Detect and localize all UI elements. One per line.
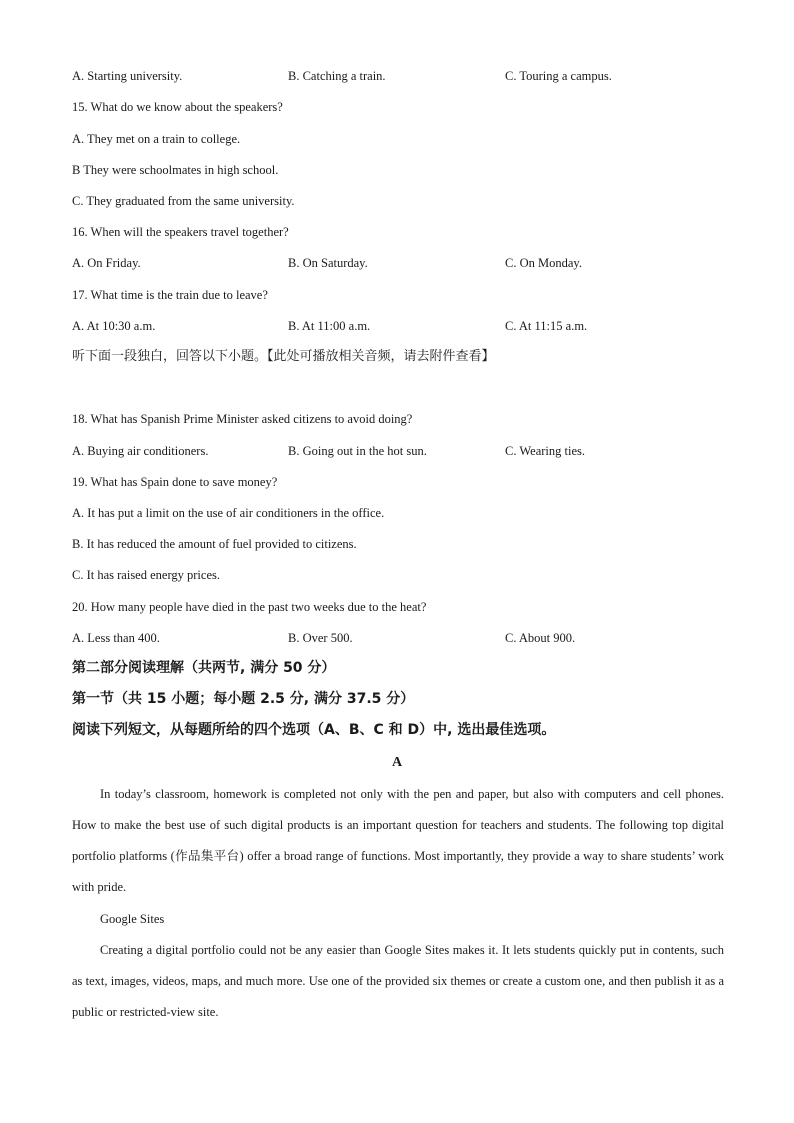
q19-option-a: A. It has put a limit on the use of air conditioners in the office. (72, 506, 385, 520)
q17-question: 17. What time is the train due to leave? (72, 288, 268, 302)
passage-heading: Google Sites (100, 912, 165, 926)
reading-instruction: 阅读下列短文，从每题所给的四个选项（A、B、C 和 D）中, 选出最佳选项。 (72, 722, 556, 738)
q18-options (72, 443, 722, 459)
monologue-instruction: 听下面一段独白，回答以下小题。【此处可播放相关音频，请去附件查看】 (72, 349, 495, 364)
q20-question: 20. How many people have died in the past two weeks due to the heat? (72, 600, 427, 614)
q16-option-b: B. On Saturday. (288, 256, 368, 270)
q18-option-b: B. Going out in the hot sun. (288, 444, 427, 458)
q15-option-b: B They were schoolmates in high school. (72, 163, 279, 177)
q14-option-c: C. Touring a campus. (505, 69, 612, 83)
q15-question: 15. What do we know about the speakers? (72, 100, 283, 114)
q20-options (72, 630, 722, 646)
q14-options (72, 68, 722, 84)
q17-option-b: B. At 11:00 a.m. (288, 319, 371, 333)
q20-option-b: B. Over 500. (288, 631, 353, 645)
section1-title: 第一节（共 15 小题；每小题 2.5 分, 满分 37.5 分） (72, 691, 415, 707)
q16-options (72, 255, 722, 271)
passage-paragraph-1-text: In today’s classroom, homework is completed not only with the pen and paper, but also with computers and cell phones. How to make the best use of such digital products is an important question for teachers and students. The following top digital portfolio platforms (作品集平台) offer a broad range of functions. Most importantly, they provide a way to share students’ work with pride. (72, 787, 724, 894)
q19-question: 19. What has Spain done to save money? (72, 475, 278, 489)
passage-label: A (391, 755, 403, 770)
passage-paragraph-2 (72, 935, 724, 1028)
q16-question: 16. When will the speakers travel together? (72, 225, 289, 239)
q18-option-a: A. Buying air conditioners. (72, 444, 209, 458)
q18-option-c: C. Wearing ties. (505, 444, 585, 458)
q19-option-b: B. It has reduced the amount of fuel provided to citizens. (72, 537, 357, 551)
q16-option-c: C. On Monday. (505, 256, 582, 270)
q15-option-c: C. They graduated from the same university. (72, 194, 295, 208)
q17-option-c: C. At 11:15 a.m. (505, 319, 588, 333)
q14-option-b: B. Catching a train. (288, 69, 386, 83)
q16-option-a: A. On Friday. (72, 256, 141, 270)
part2-title: 第二部分阅读理解（共两节, 满分 50 分） (72, 660, 336, 676)
passage-paragraph-2-text: Creating a digital portfolio could not be any easier than Google Sites makes it. It lets students quickly put in contents, such as text, images, videos, maps, and much more. Use one of the provided six themes or create a custom one, and then publish it as a public or restricted-view site. (72, 943, 724, 1019)
q17-option-a: A. At 10:30 a.m. (72, 319, 156, 333)
q15-option-a: A. They met on a train to college. (72, 132, 241, 146)
q17-options (72, 318, 722, 334)
q19-option-c: C. It has raised energy prices. (72, 568, 220, 582)
q20-option-a: A. Less than 400. (72, 631, 160, 645)
q18-question: 18. What has Spanish Prime Minister asked citizens to avoid doing? (72, 412, 413, 426)
q14-option-a: A. Starting university. (72, 69, 183, 83)
passage-paragraph-1 (72, 779, 724, 903)
q20-option-c: C. About 900. (505, 631, 576, 645)
